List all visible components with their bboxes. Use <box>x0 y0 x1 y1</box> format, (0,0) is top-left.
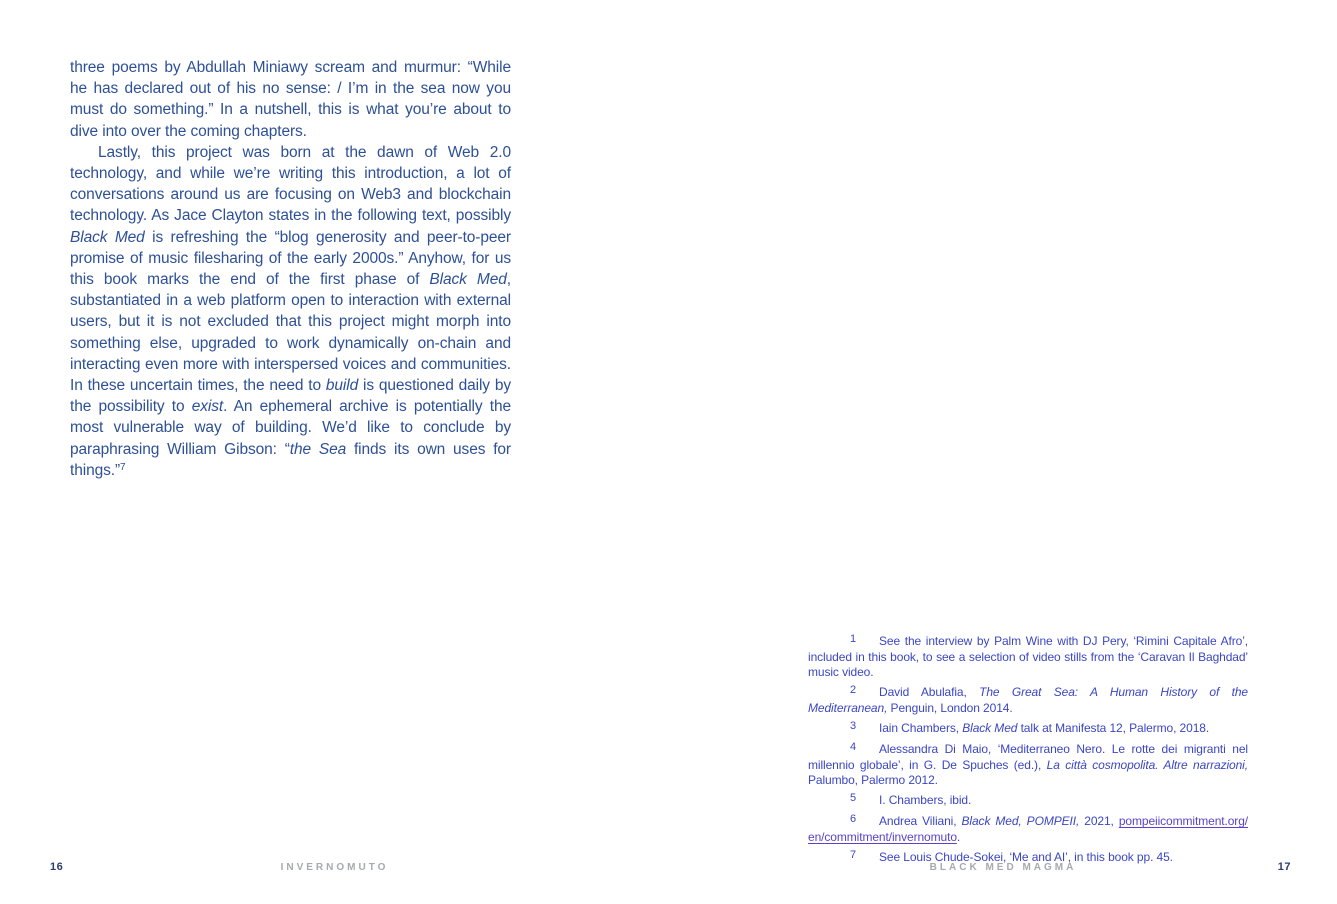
text-run: Black Med <box>962 721 1018 735</box>
text-run: Alessandra Di Maio, ‘Mediterraneo Nero. Le rotte dei migranti nel millennio globale’, in G. De Spuches (ed.), <box>808 742 1248 772</box>
body-paragraph <box>70 142 511 481</box>
text-run: See Louis Chude-Sokei, ‘Me and AI’, in this book pp. 45. <box>879 850 1173 864</box>
text-run: exist <box>191 398 224 416</box>
footnote <box>808 742 1248 788</box>
footnote <box>808 634 1248 680</box>
text-run: The Great Sea: A Human History of the Mediterranean, <box>808 685 1248 715</box>
text-run: build <box>325 377 359 395</box>
text-run: Iain Chambers, <box>879 721 963 735</box>
page-number-right: 17 <box>1277 861 1291 873</box>
text-run: , substantiated in a web platform open to interaction with external users, but it is not excluded that this project might morph into something else, upgraded to work dynamically on-chain and interacting even more with interspersed voices and communities. In these uncertain times, the need to <box>70 271 511 395</box>
footnotes-block <box>808 634 1248 866</box>
footnote <box>808 721 1248 737</box>
footnote-reference-mark: 7 <box>120 461 126 473</box>
body-paragraph <box>70 57 511 142</box>
text-run: David Abulafia, <box>879 685 980 699</box>
text-run: Black Med, POMPEII, <box>961 814 1080 828</box>
text-run: Black Med <box>429 271 507 289</box>
footnote-number: 1 <box>850 633 857 645</box>
footnote-number: 5 <box>850 792 857 804</box>
text-run: I. Chambers, ibid. <box>879 793 972 807</box>
footnote-number: 2 <box>850 684 857 696</box>
footnote-number: 6 <box>850 813 857 825</box>
text-run: Palumbo, Palermo 2012. <box>808 773 938 787</box>
footnote-number: 7 <box>850 849 857 861</box>
text-run: talk at Manifesta 12, Palermo, 2018. <box>1017 721 1210 735</box>
text-run: Black Med <box>70 228 145 246</box>
text-run: Andrea Viliani, <box>879 814 962 828</box>
text-run: Lastly, this project was born at the dawn of Web 2.0 technology, and while we’re writing this introduction, a lot of conversations around us are focusing on Web3 and blockchain technology. As Jace Clayton states in the following text, possibly <box>70 143 511 225</box>
footer-row <box>0 861 1337 877</box>
footnote <box>808 814 1248 845</box>
text-run: . <box>956 830 961 844</box>
running-footer-left: INVERNOMUTO <box>280 862 389 873</box>
body-text-column <box>70 57 511 481</box>
text-run: the Sea <box>289 440 347 458</box>
text-run: Penguin, London 2014. <box>887 701 1013 715</box>
running-footer-right: BLACK MED MAGMA <box>929 862 1077 873</box>
footnote <box>808 685 1248 716</box>
text-run: is refreshing the “blog generosity and peer-to-peer promise of music filesharing of the early 2000s.” Anyhow, for us this book marks the end of the first phase of <box>70 228 511 289</box>
page-number-left: 16 <box>50 861 64 873</box>
footnote-number: 3 <box>850 720 857 732</box>
text-run: . An ephemeral archive is potentially the most vulnerable way of building. We’d like to conclude by paraphrasing William Gibson: “ <box>70 398 511 458</box>
footnote <box>808 793 1248 809</box>
text-run: three poems by Abdullah Miniawy scream and murmur: “While he has declared out of his no sense: / I’m in the sea now you must do something.” In a nutshell, this is what you’re about to dive into over the coming chapters. <box>70 59 511 140</box>
footnote-number: 4 <box>850 741 857 753</box>
text-run: 2021, <box>1079 814 1119 828</box>
text-run: La città cosmopolita. Altre narrazioni, <box>1046 758 1248 772</box>
text-run: is questioned daily by the possibility to <box>70 377 511 416</box>
footnote-url-link[interactable]: pompeiicommitment.org/en/commitment/invernomuto <box>808 814 1249 844</box>
text-run: finds its own uses for things.” <box>70 440 511 479</box>
text-run: See the interview by Palm Wine with DJ Pery, ‘Rimini Capitale Afro’, included in this book, to see a selection of video stills from the ‘Caravan Il Baghdad’ music video. <box>808 634 1248 679</box>
